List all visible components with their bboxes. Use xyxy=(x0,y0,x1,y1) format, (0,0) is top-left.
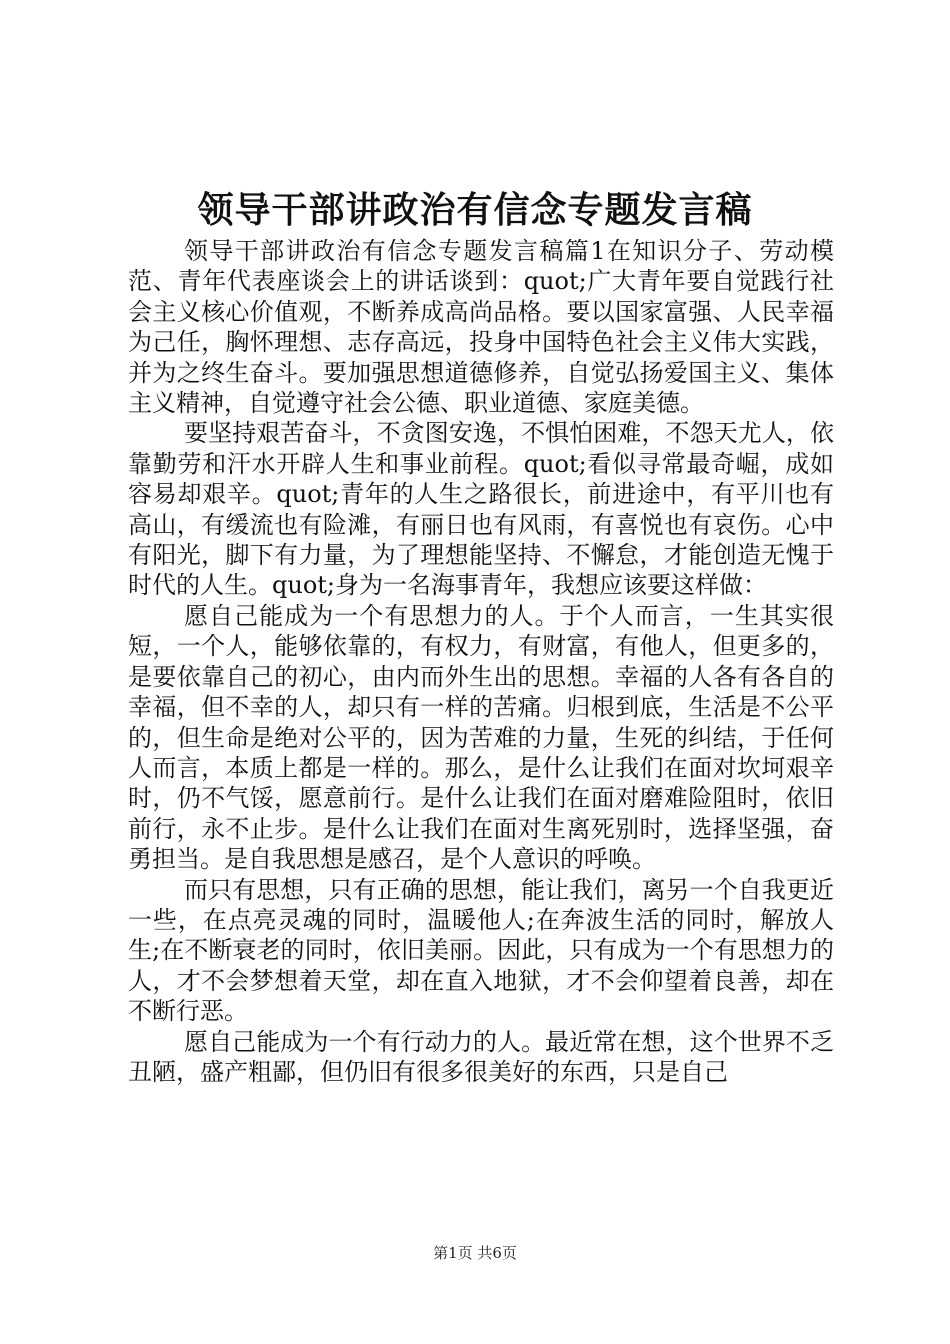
paragraph: 愿自己能成为一个有行动力的人。最近常在想，这个世界不乏丑陋，盛产粗鄙，但仍旧有很多很美好的东西，只是自己 xyxy=(128,1027,834,1086)
document-title: 领导干部讲政治有信念专题发言稿 xyxy=(197,189,753,231)
paragraph: 愿自己能成为一个有思想力的人。于个人而言，一生其实很短，一个人，能够依靠的，有权力，有财富，有他人，但更多的，是要依靠自己的初心，由内而外生出的思想。幸福的人各有各自的幸福，但不幸的人，却只有一样的苦痛。归根到底，生活是不公平的，但生命是绝对公平的，因为苦难的力量，生死的纠结，于任何人而言，本质上都是一样的。那么，是什么让我们在面对坎坷艰辛时，仍不气馁，愿意前行。是什么让我们在面对磨难险阻时，依旧前行，永不止步。是什么让我们在面对生离死别时，选择坚强，奋勇担当。是自我思想是感召，是个人意识的呼唤。 xyxy=(128,601,834,874)
paragraph: 而只有思想，只有正确的思想，能让我们，离另一个自我更近一些，在点亮灵魂的同时，温暖他人;在奔波生活的同时，解放人生;在不断衰老的同时，依旧美丽。因此，只有成为一个有思想力的人，才不会梦想着天堂，却在直入地狱，才不会仰望着良善，却在不断行恶。 xyxy=(128,875,834,1026)
page-number-footer: 第1页 共6页 xyxy=(433,1244,517,1262)
document-body xyxy=(128,236,834,1087)
paragraph: 要坚持艰苦奋斗，不贪图安逸，不惧怕困难，不怨天尤人，依靠勤劳和汗水开辟人生和事业前程。quot;看似寻常最奇崛，成如容易却艰辛。quot;青年的人生之路很长，前进途中，有平川也有高山，有缓流也有险滩，有丽日也有风雨，有喜悦也有哀伤。心中有阳光，脚下有力量，为了理想能坚持、不懈怠，才能创造无愧于时代的人生。quot;身为一名海事青年，我想应该要这样做： xyxy=(128,419,834,600)
paragraph: 领导干部讲政治有信念专题发言稿篇1在知识分子、劳动模范、青年代表座谈会上的讲话谈到：quot;广大青年要自觉践行社会主义核心价值观，不断养成高尚品格。要以国家富强、人民幸福为己任，胸怀理想、志存高远，投身中国特色社会主义伟大实践，并为之终生奋斗。要加强思想道德修养，自觉弘扬爱国主义、集体主义精神，自觉遵守社会公德、职业道德、家庭美德。 xyxy=(128,237,834,418)
